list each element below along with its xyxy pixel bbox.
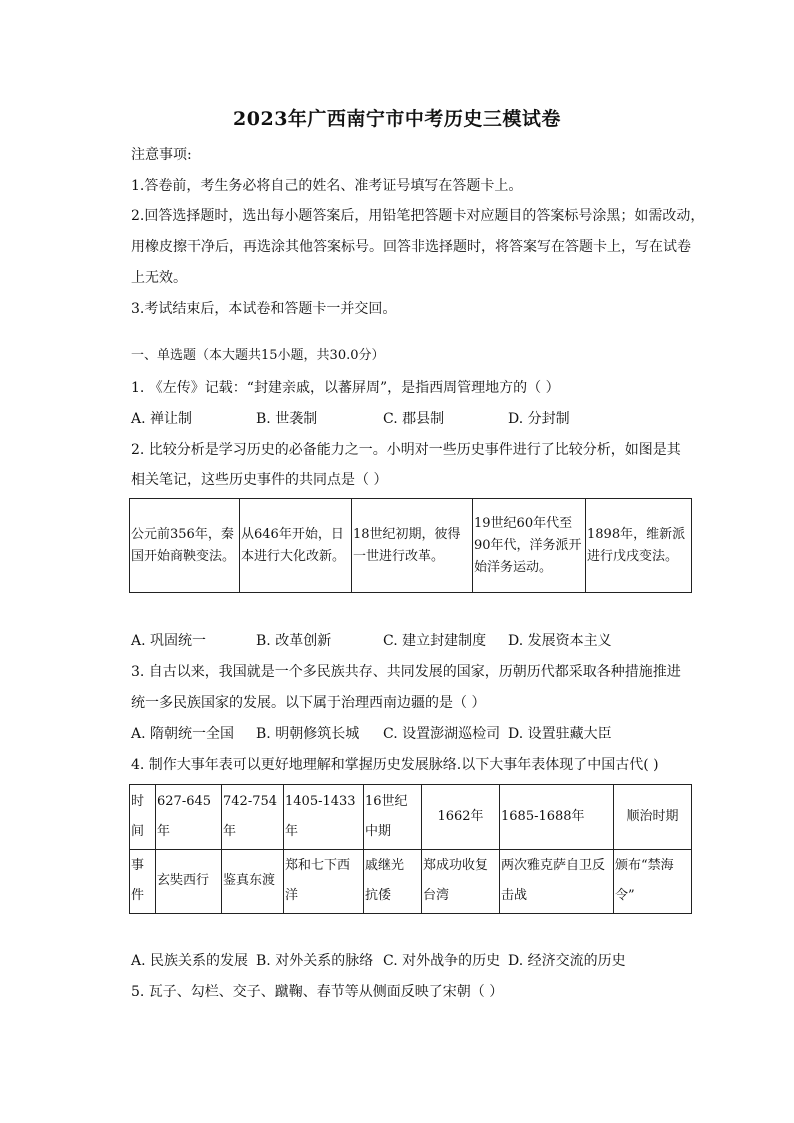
q4-event-cell-7-line-1: 颁布“禁海 — [615, 858, 674, 874]
q4-time-cell-5-line-1: 1662年 — [437, 808, 484, 824]
q4-time-cell-3-line-1: 1405-1433年 — [285, 793, 356, 839]
q1-option-a[interactable]: A. 禅让制 — [131, 411, 193, 427]
q4-time-cell-4-line-1: 16世纪 — [365, 793, 408, 809]
q4-option-b[interactable]: B. 对外关系的脉络 — [256, 953, 374, 969]
q2-comparison-table — [129, 498, 692, 593]
q4-time-cell-3 — [284, 785, 364, 850]
q3-option-d[interactable]: D. 设置驻藏大臣 — [508, 726, 612, 742]
q4-event-cell-1 — [156, 849, 222, 914]
q4-event-cell-3-line-1: 郑和七下西 — [285, 858, 351, 874]
q2-cell-2 — [240, 499, 352, 593]
q4-event-cell-6-line-2: 击战 — [501, 888, 528, 904]
q2-option-d[interactable]: D. 发展资本主义 — [508, 633, 612, 649]
q2-cell-1-line-2: 国开始商鞅变法。 — [131, 548, 236, 564]
q4-row-event — [130, 849, 692, 914]
q4-event-cell-5 — [422, 849, 500, 914]
q2-cell-4-line-2: 90年代，洋务派开 — [474, 537, 582, 553]
q4-time-cell-1-line-1: 627-645 — [157, 793, 212, 809]
q4-event-cell-6 — [500, 849, 614, 914]
q4-time-cell-7 — [614, 785, 692, 850]
q4-time-cell-4-line-2: 中期 — [365, 823, 392, 839]
notice-line-1: 1.答卷前，考生务必将自己的姓名、准考证号填写在答题卡上。 — [131, 178, 523, 194]
q4-event-header-line-1: 事 — [131, 858, 145, 874]
notice-line-3: 用橡皮擦干净后，再选涂其他答案标号。回答非选择题时，将答案写在答题卡上，写在试卷 — [131, 239, 691, 255]
q4-time-header — [130, 785, 156, 850]
q4-event-cell-4-line-1: 戚继光 — [365, 858, 405, 874]
q4-time-cell-2 — [222, 785, 284, 850]
q1-option-d[interactable]: D. 分封制 — [508, 411, 570, 427]
notice-line-4: 上无效。 — [131, 270, 187, 286]
q4-option-d[interactable]: D. 经济交流的历史 — [508, 953, 626, 969]
q4-event-cell-7-line-2: 令” — [615, 888, 635, 904]
q4-time-cell-4 — [364, 785, 422, 850]
q2-cell-3 — [352, 499, 473, 593]
q4-event-header-line-2: 件 — [131, 888, 145, 904]
q2-cell-4-line-1: 19世纪60年代至 — [474, 515, 573, 531]
q2-option-a[interactable]: A. 巩固统一 — [131, 633, 207, 649]
q4-event-cell-1-line-1: 玄奘西行 — [157, 873, 210, 889]
q2-cell-4 — [473, 499, 586, 593]
q2-cell-3-line-2: 一世进行改革。 — [353, 548, 445, 564]
page-title: 2023年广西南宁市中考历史三模试卷 — [233, 108, 561, 130]
q2-cell-5-line-2: 进行戊戌变法。 — [587, 548, 679, 564]
q4-event-cell-4 — [364, 849, 422, 914]
notice-line-5: 3.考试结束后，本试卷和答题卡一并交回。 — [131, 301, 397, 317]
q4-row-time — [130, 785, 692, 850]
q2-stem-line-1: 2. 比较分析是学习历史的必备能力之一。小明对一些历史事件进行了比较分析，如图是其 — [131, 442, 681, 458]
q4-event-cell-7 — [614, 849, 692, 914]
q2-cell-1 — [130, 499, 240, 593]
q4-event-cell-3 — [284, 849, 364, 914]
q3-option-a[interactable]: A. 隋朝统一全国 — [131, 726, 235, 742]
notice-heading: 注意事项: — [131, 147, 192, 163]
q2-option-b[interactable]: B. 改革创新 — [256, 633, 332, 649]
q4-event-cell-2-line-1: 鉴真东渡 — [223, 873, 276, 889]
q4-time-cell-2-line-1: 742-754 — [223, 793, 278, 809]
q4-event-cell-2 — [222, 849, 284, 914]
q4-event-cell-5-line-1: 郑成功收复 — [423, 858, 489, 874]
q2-cell-2-line-2: 本进行大化改新。 — [241, 548, 346, 564]
q4-time-header-line-2: 间 — [131, 823, 145, 839]
q2-cell-2-line-1: 从646年开始，日 — [241, 526, 344, 542]
q4-option-a[interactable]: A. 民族关系的发展 — [131, 953, 249, 969]
q4-time-cell-1 — [156, 785, 222, 850]
q2-cell-3-line-1: 18世纪初期，彼得 — [353, 526, 461, 542]
q4-event-cell-6-line-1: 两次雅克萨自卫反 — [501, 858, 606, 874]
q4-event-cell-5-line-2: 台湾 — [423, 888, 450, 904]
q4-time-cell-6-line-1: 1685-1688年 — [501, 808, 585, 824]
q2-option-c[interactable]: C. 建立封建制度 — [383, 633, 487, 649]
q4-time-cell-7-line-1: 顺治时期 — [626, 808, 679, 824]
q4-option-c[interactable]: C. 对外战争的历史 — [383, 953, 501, 969]
q4-time-cell-1-line-2: 年 — [157, 823, 171, 839]
q3-option-c[interactable]: C. 设置澎湖巡检司 — [383, 726, 501, 742]
q1-option-c[interactable]: C. 郡县制 — [383, 411, 445, 427]
q1-option-b[interactable]: B. 世袭制 — [256, 411, 318, 427]
q4-event-cell-3-line-2: 洋 — [285, 888, 299, 904]
q2-cell-5 — [586, 499, 692, 593]
q4-event-header — [130, 849, 156, 914]
q2-cell-5-line-1: 1898年，维新派 — [587, 526, 686, 542]
q3-stem-line-1: 3. 自古以来，我国就是一个多民族共存、共同发展的国家，历朝历代都采取各种措施推进 — [131, 664, 681, 680]
q4-event-cell-4-line-2: 抗倭 — [365, 888, 392, 904]
q4-time-cell-5 — [422, 785, 500, 850]
q4-time-cell-2-line-2: 年 — [223, 823, 237, 839]
notice-line-2: 2.回答选择题时，选出每小题答案后，用铅笔把答题卡对应题目的答案标号涂黑；如需改动， — [131, 208, 705, 224]
q3-option-b[interactable]: B. 明朝修筑长城 — [256, 726, 360, 742]
q4-time-cell-6 — [500, 785, 614, 850]
q5-stem: 5. 瓦子、勾栏、交子、蹴鞠、春节等从侧面反映了宋朝（ ） — [131, 984, 504, 1000]
section-heading: 一、单选题（本大题共15小题，共30.0分） — [131, 348, 385, 363]
q4-stem: 4. 制作大事年表可以更好地理解和掌握历史发展脉络.以下大事年表体现了中国古代( ) — [131, 757, 659, 773]
q2-cell-4-line-3: 始洋务运动。 — [474, 559, 553, 575]
q4-time-header-line-1: 时 — [131, 793, 145, 809]
q4-timeline-table — [129, 784, 692, 914]
q2-stem-line-2: 相关笔记，这些历史事件的共同点是（ ） — [131, 472, 388, 488]
q1-stem: 1. 《左传》记载：“封建亲戚，以蕃屏周”，是指西周管理地方的（ ） — [131, 380, 560, 396]
q2-cell-1-line-1: 公元前356年，秦 — [131, 526, 234, 542]
q3-stem-line-2: 统一多民族国家的发展。以下属于治理西南边疆的是（ ） — [131, 695, 486, 711]
